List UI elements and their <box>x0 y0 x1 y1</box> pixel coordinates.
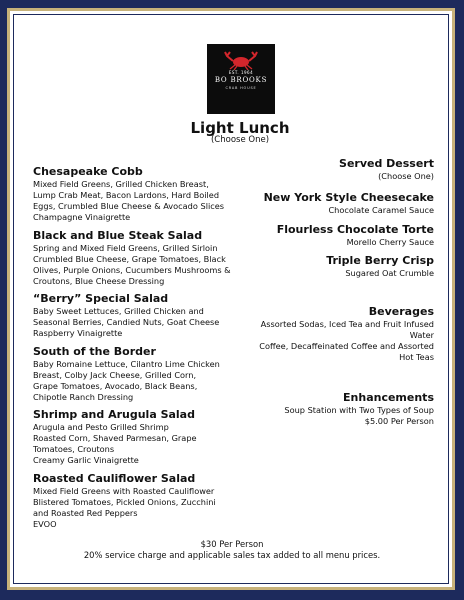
lunch-item-desc: Mixed Field Greens with Roasted Cauliflower Blistered Tomatoes, Pickled Onions, Zucchini and Roasted Red Peppers EVOO <box>33 486 216 529</box>
enhancements-desc: Soup Station with Two Types of Soup $5.00 Per Person <box>284 405 434 426</box>
dessert-item-desc: Sugared Oat Crumble <box>345 268 434 278</box>
logo-year: EST. 1964 <box>228 70 254 75</box>
dessert-item-desc: Morello Cherry Sauce <box>346 237 434 247</box>
lunch-item <box>33 408 248 466</box>
service-charge-note: 20% service charge and applicable sales tax added to all menu prices. <box>83 550 381 560</box>
crab-icon <box>224 50 258 70</box>
lunch-item-desc: Mixed Field Greens, Grilled Chicken Breast, Lump Crab Meat, Bacon Lardons, Hard Boiled Eggs, Crumbled Blue Cheese & Avocado Slices Champagne Vinaigrette <box>33 179 225 222</box>
beverages-desc: Assorted Sodas, Iced Tea and Fruit Infused Water Coffee, Decaffeinated Coffee and Assorted Hot Teas <box>259 319 434 362</box>
dessert-item-name: New York Style Cheesecake <box>263 191 434 204</box>
lunch-item-desc: Baby Romaine Lettuce, Cilantro Lime Chicken Breast, Colby Jack Cheese, Grilled Corn, Grape Tomatoes, Avocado, Black Beans, Chipotle Ranch Dressing <box>33 359 220 402</box>
lunch-item-name: Black and Blue Steak Salad <box>33 229 203 242</box>
lunch-item <box>33 292 248 339</box>
page-title: Light Lunch <box>190 119 290 137</box>
lunch-item-name: Shrimp and Arugula Salad <box>33 408 195 421</box>
lunch-item-desc: Baby Sweet Lettuces, Grilled Chicken and Seasonal Berries, Candied Nuts, Goat Cheese Raspberry Vinaigrette <box>33 306 220 338</box>
lunch-item <box>33 165 248 223</box>
lunch-item <box>33 472 248 530</box>
lunch-item-name: “Berry” Special Salad <box>33 292 169 305</box>
beverages-title: Beverages <box>368 305 434 318</box>
bo-brooks-logo <box>207 44 275 114</box>
logo-subtitle: CRAB HOUSE <box>225 86 257 90</box>
logo-name: BO BROOKS <box>214 76 268 84</box>
page-subtitle: (Choose One) <box>210 135 270 145</box>
price-per-person: $30 Per Person <box>200 539 264 549</box>
lunch-item-name: Chesapeake Cobb <box>33 165 143 178</box>
lunch-item-name: South of the Border <box>33 345 156 358</box>
dessert-item <box>224 254 434 279</box>
dessert-header <box>224 157 434 182</box>
enhancements-title: Enhancements <box>343 391 434 404</box>
lunch-item <box>33 345 248 403</box>
enhancements-section <box>224 391 434 427</box>
dessert-title: Served Dessert <box>339 157 434 170</box>
lunch-item-desc: Arugula and Pesto Grilled Shrimp Roasted Corn, Shaved Parmesan, Grape Tomatoes, Croutons Creamy Garlic Vinaigrette <box>33 422 197 465</box>
lunch-item <box>33 229 248 287</box>
beverages-section <box>224 305 434 363</box>
dessert-item-name: Flourless Chocolate Torte <box>276 223 434 236</box>
dessert-item <box>224 191 434 216</box>
lunch-item-name: Roasted Cauliflower Salad <box>33 472 196 485</box>
dessert-item-desc: Chocolate Caramel Sauce <box>328 205 434 215</box>
dessert-item <box>224 223 434 248</box>
lunch-item-desc: Spring and Mixed Field Greens, Grilled Sirloin Crumbled Blue Cheese, Grape Tomatoes, Black Olives, Purple Onions, Cucumbers Mushrooms & Croutons, Blue Cheese Dressing <box>33 243 231 286</box>
dessert-subtitle: (Choose One) <box>378 171 434 181</box>
dessert-item-name: Triple Berry Crisp <box>326 254 434 267</box>
